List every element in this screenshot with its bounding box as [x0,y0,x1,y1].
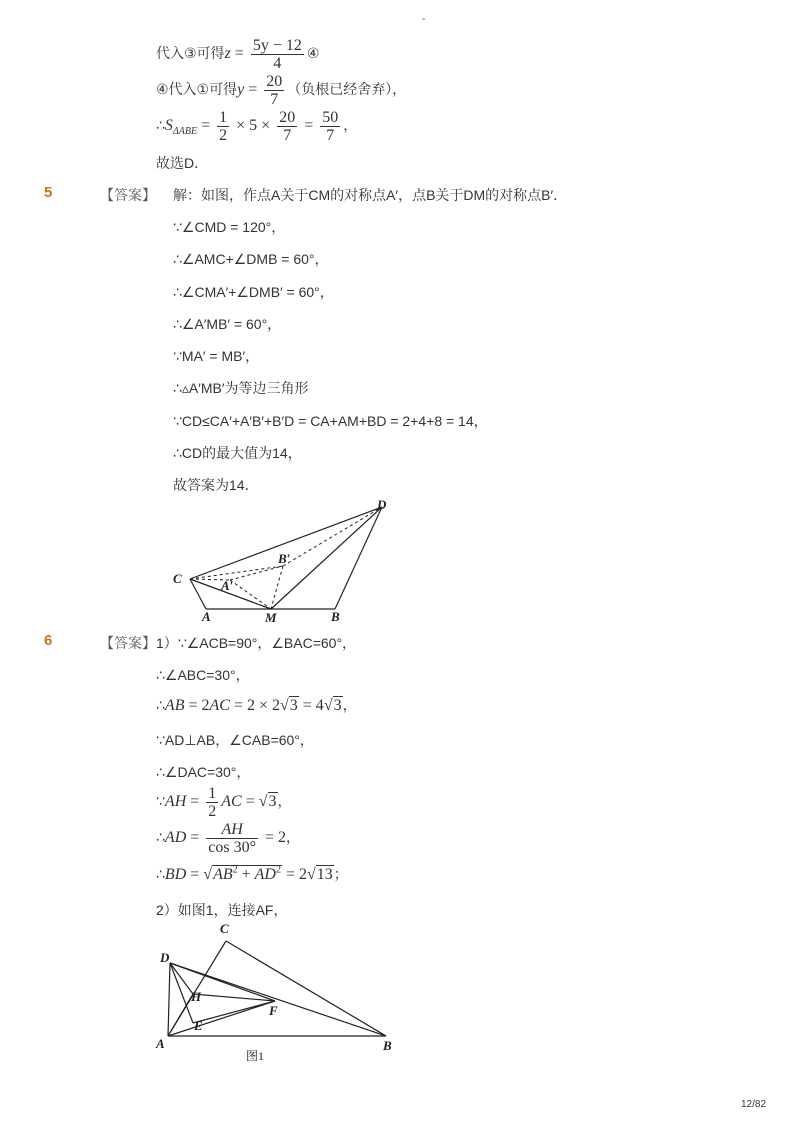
q6-line-5: ∴∠DAC=30°， [156,764,251,780]
label-F: F [269,1003,278,1018]
label-A-prime: A′ [221,578,234,593]
label-E: E [194,1018,203,1033]
label-M: M [265,610,277,625]
prev-line-4: 故选D． [156,155,209,171]
label-B: B [383,1038,392,1053]
label-A: A [202,609,211,624]
q5-line-7: ∴▵A′MB′为等边三角形 [173,380,309,396]
prev-line-2: ④代入①可得y = $\frac{20}{7}$ （负根已经舍弃）， [156,73,407,108]
prev-line-3: $\therefore S_{\Delta ABE}$ = $\frac{1}{2}$ × 5 × $\frac{20}{7}$ = $\frac{50}{7}$ ， [156,109,358,144]
q6-line-7: ∴AD = $\frac{AH}{\cos 30^\circ}$ = 2， [156,821,301,856]
q6-line-9: 2）如图1，连接AF， [156,902,288,918]
q5-line-8: ∵CD≤CA′+A′B′+B′D = CA+AM+BD = 2+4+8 = 14， [173,413,488,429]
q6-figure-1 [148,918,408,1068]
q6-line-8: ∴BD = $√AB^2 + AD^2 = 2√13$； [156,864,348,883]
label-B: B [331,609,340,624]
q5-line-5: ∴∠A′MB′ = 60°， [173,316,282,332]
q6-line-4: ∵AD⊥AB，∠CAB=60°， [156,732,314,748]
label-D: D [377,497,387,512]
q5-line-3: ∴∠AMC+∠DMB = 60°， [173,251,329,267]
q6-line-1: 【答案】1）∵∠ACB=90°，∠BAC=60°， [100,635,357,651]
q5-line-9: ∴CD的最大值为14， [173,445,302,461]
figure-caption: 图1 [246,1049,265,1063]
q5-line-2: ∵∠CMD = 120°， [173,219,286,235]
label-B-prime: B′ [278,551,291,566]
label-D: D [160,950,170,965]
q6-line-3: ∴AB = 2AC = 2 × 2√3 = 4√3， [156,697,357,714]
question-number-6: 6 [44,632,53,649]
q5-line-10: 故答案为14． [173,477,259,493]
q5-line-4: ∴∠CMA′+∠DMB′ = 60°， [173,284,334,300]
label-H: H [191,989,202,1004]
prev-line-1: 代入③可得z = $\frac{5y - 12}{4}$ ④ [156,37,320,72]
page-number: 12/82 [741,1099,767,1110]
label-A: A [156,1036,165,1051]
q6-line-2: ∴∠ABC=30°， [156,667,250,683]
label-C: C [220,921,229,936]
q5-line-6: ∵MA′ = MB′， [173,348,260,364]
label-C: C [173,571,182,586]
answer-tag-5: 【答案】 [100,187,156,203]
top-mark: - [422,14,426,25]
q5-geometry-figure [160,490,400,625]
question-number-5: 5 [44,184,53,201]
answer-tag-6: 【答案】 [100,635,156,651]
q6-line-6: ∵AH = $\frac{1}{2}$ AC = √3， [156,785,292,820]
q5-line-1: 解：如图，作点A关于CM的对称点A′，点B关于DM的对称点B′． [173,187,568,203]
